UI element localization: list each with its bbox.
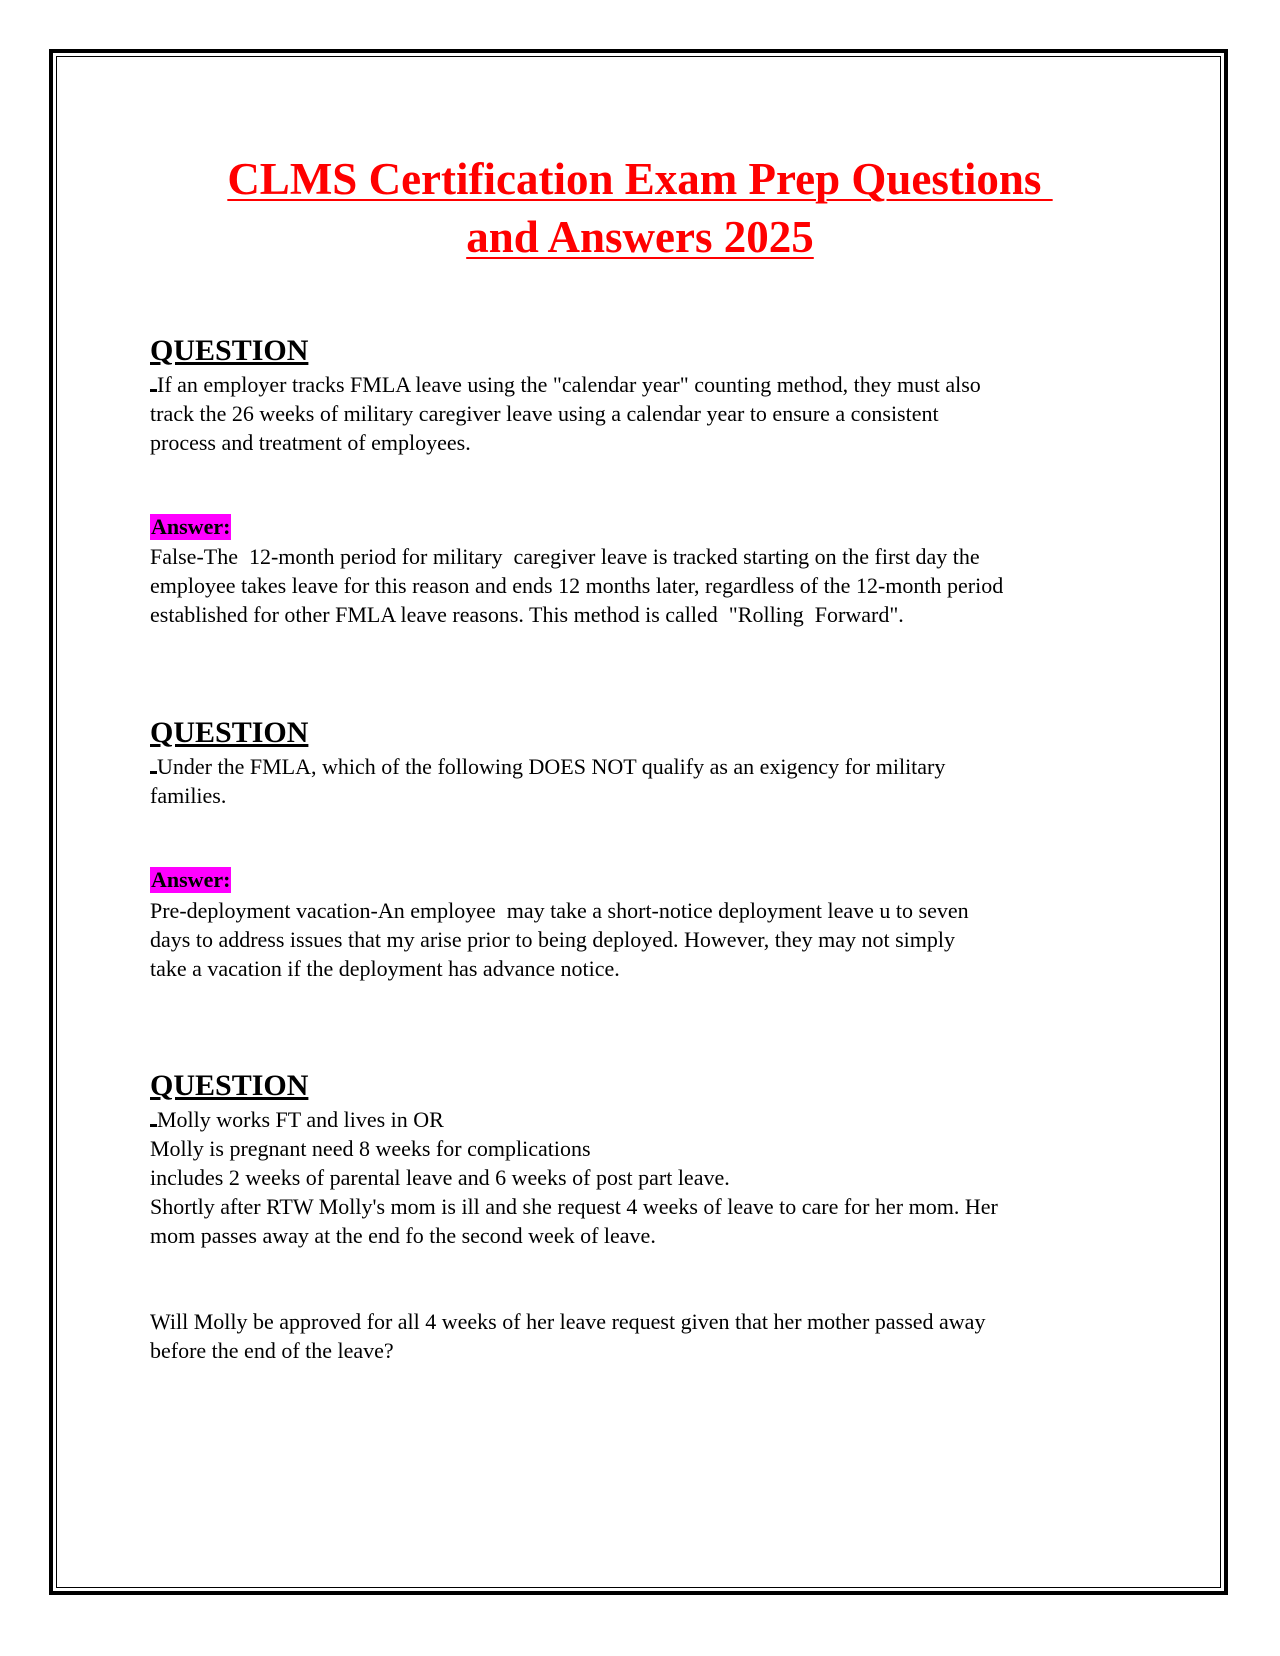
answer-1-label-block: [150, 514, 1130, 540]
question-line: mom passes away at the end fo the second week of leave.: [150, 1223, 656, 1248]
question-line: Under the FMLA, which of the following DOES NOT qualify as an exigency for military: [150, 752, 1130, 781]
answer-line: False-The 12-month period for military caregiver leave is tracked starting on the first day the: [150, 544, 980, 569]
question-heading: QUESTION: [150, 716, 309, 749]
question-2-heading-block: [150, 715, 1130, 751]
question-2-text: [150, 752, 1130, 810]
followup-line: Will Molly be approved for all 4 weeks of her leave request given that her mother passed away: [150, 1309, 986, 1334]
question-1-text: [150, 370, 1130, 457]
question-1-heading-block: [150, 333, 1130, 369]
answer-label: Answer:: [151, 867, 231, 892]
answer-line: days to address issues that my arise prior to being deployed. However, they may not simply: [150, 927, 956, 952]
followup-line: before the end of the leave?: [150, 1338, 394, 1363]
question-line: families.: [150, 783, 227, 808]
answer-line: take a vacation if the deployment has advance notice.: [150, 956, 620, 981]
question-line: includes 2 weeks of parental leave and 6 weeks of post part leave.: [150, 1165, 730, 1190]
bullet-icon: [150, 389, 157, 392]
question-line: Molly is pregnant need 8 weeks for complications: [150, 1136, 591, 1161]
answer-line: established for other FMLA leave reasons. This method is called "Rolling Forward".: [150, 602, 904, 627]
bullet-icon: [150, 771, 157, 774]
question-line: Molly works FT and lives in OR: [150, 1105, 1130, 1134]
title-line-2: and Answers 2025: [466, 212, 814, 262]
question-3-text: [150, 1105, 1130, 1250]
title-line-1: CLMS Certification Exam Prep Questions: [227, 154, 1053, 204]
question-line: Shortly after RTW Molly's mom is ill and she request 4 weeks of leave to care for her mom. Her: [150, 1194, 998, 1219]
document-title: [150, 150, 1130, 266]
answer-2-label-block: [150, 867, 1130, 893]
answer-label: Answer:: [151, 514, 231, 539]
answer-line: employee takes leave for this reason and ends 12 months later, regardless of the 12-month period: [150, 573, 1004, 598]
question-3-heading-block: [150, 1068, 1130, 1104]
answer-line: Pre-deployment vacation-An employee may take a short-notice deployment leave u to seven: [150, 898, 969, 923]
question-line: track the 26 weeks of military caregiver leave using a calendar year to ensure a consistent: [150, 401, 939, 426]
question-line: If an employer tracks FMLA leave using the "calendar year" counting method, they must also: [150, 370, 1130, 399]
question-heading: QUESTION: [150, 1069, 309, 1102]
answer-2-text: [150, 896, 1130, 983]
bullet-icon: [150, 1124, 157, 1127]
answer-1-text: [150, 542, 1130, 629]
question-line: process and treatment of employees.: [150, 430, 471, 455]
question-3-followup: [150, 1307, 1130, 1365]
question-heading: QUESTION: [150, 334, 309, 367]
